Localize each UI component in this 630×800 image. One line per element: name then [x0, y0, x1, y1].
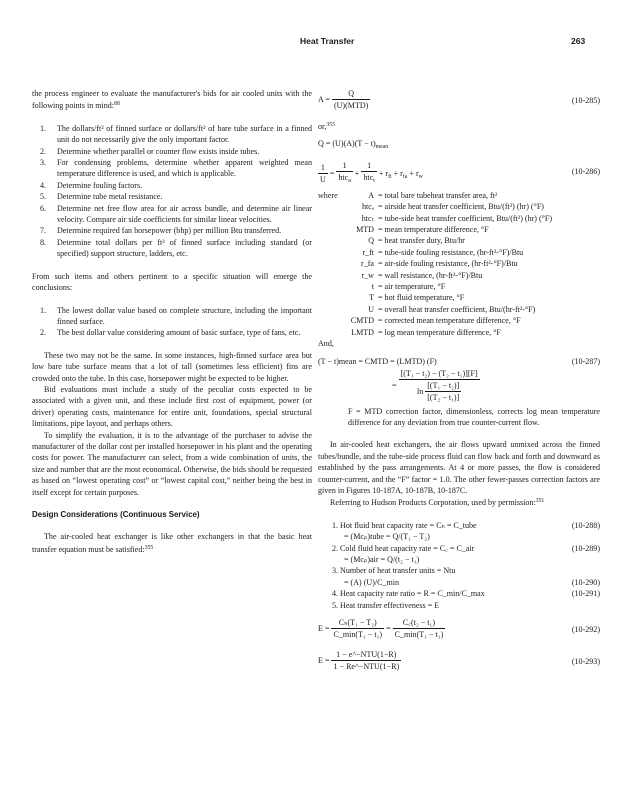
- list-item: 1. The dollars/ft² of finned surface or dollars/ft² of bare tube surface in a finned unit do not necessarily give the only important factor.: [40, 123, 312, 145]
- list-item: 1. Hot fluid heat capacity rate = Cₕ = C_tube (10-288): [332, 520, 600, 530]
- f-definition: F = MTD correction factor, dimensionless, corrects log mean temperature difference for any deviation from true counter-current flow.: [348, 406, 600, 427]
- list-item: 3. Number of heat transfer units = Ntu: [332, 566, 456, 576]
- right-column: [318, 88, 600, 675]
- conclusions-paragraph: From such items and others pertinent to a specific situation will emerge the conclusions:: [32, 271, 312, 293]
- page-header: [0, 36, 630, 50]
- intro-paragraph: the process engineer to evaluate the manufacturer's bids for air cooled units with the following points in mind:$^{88}$: [32, 89, 312, 111]
- and-label: And,: [318, 339, 334, 349]
- equation-number: (10-286): [571, 166, 600, 176]
- definition: htcₐ = airside heat transfer coefficient, Btu/(ft²) (hr) (°F): [361, 202, 544, 212]
- definition: CMTD = corrected mean temperature difference, °F: [350, 316, 521, 326]
- list-item: 2. Cold fluid heat capacity rate = C꜀ = C_air (10-289): [332, 543, 600, 553]
- list-item: 5. Determine tube metal resistance.: [40, 192, 163, 202]
- body-paragraph: Bid evaluations must include a study of the peculiar costs expected to be associated with a given unit, and these include first cost of equipment, power (or driver) operating costs, maintenance for entire unit, foundations, special structural limitations, pipe layout, and perhaps others.: [32, 384, 312, 429]
- definition: T = hot fluid temperature, °F: [369, 293, 465, 303]
- equation-10-292: E = $\frac{\text{Cₕ(T₁ − T₂)}}{\text{C\_min(T₁ − t₁)}}$ = $\frac{\text{C꜀(t₂ − t₁)}}{\text{C\_min(T₁ − t₁)}}$ (10-292): [318, 618, 600, 640]
- list-item: 8. Determine total dollars per ft² of finned surface including standard (or specified) support structure, ladders, etc.: [40, 237, 312, 259]
- left-column: [32, 88, 312, 555]
- page-number: 263: [571, 36, 586, 46]
- equation-q: $Q = (U)(A)(T - t)_{mean}$: [318, 139, 389, 151]
- equation-number: (10-293): [571, 657, 600, 666]
- list-item-continuation: = (A) (U)/C_min (10-290): [344, 577, 600, 587]
- list-item: 4. Heat capacity rate ratio = R = C_min/C_max (10-291): [332, 589, 600, 599]
- or-label: or,$^{355}$: [318, 122, 336, 131]
- definition: r_ft = tube-side fouling resistance, (hr-ft²-°F)/Btu: [362, 247, 524, 257]
- list-item: 4. Determine fouling factors.: [40, 180, 143, 190]
- definition: t = air temperature, °F: [371, 282, 446, 292]
- equation-10-287-fraction: = [(T₁ − t₂) − (T₂ − t₁)][F] ln $\frac{\text{[(T₁ − t₂)]}}{\text{[(T₂ − t₁)]}}$: [392, 368, 478, 403]
- list-item-continuation: = (Mcₚ)tube = Q/(T₁ − T₂): [344, 532, 430, 542]
- body-paragraph: To simplify the evaluation, it is to the advantage of the purchaser to advise the manufacturer of the dollar cost per installed horsepower in his plant and the operating costs for power. The manufacturer can select, from a wide combination of units, the size and number that are the most economical. Otherwise, the bids should be requested as based on “lowest operating cost” or “lowest capital cost,” neither being the best in itself except for certain purposes.: [32, 430, 312, 497]
- definition: U = overall heat transfer coefficient, Btu/(hr-ft²-°F): [368, 304, 536, 314]
- definition: r_fa = air-side fouling resistance, (hr-ft²-°F)/Btu: [361, 259, 518, 269]
- body-paragraph: The air-cooled heat exchanger is like other exchangers in that the basic heat transfer equation must be satisfied:$^{355}$: [32, 532, 312, 554]
- definition: A = total bare tubeheat transfer area, ft²: [368, 190, 498, 200]
- nomenclature-list: where A = total bare tubeheat transfer area, ft² htcₐ = airside heat transfer coefficient, Btu/(ft²) (hr) (°F) htcₜ = tube-side heat transfer coefficient, Btu/(ft²) (hr) (°F) MTD = mean temperature difference, °F Q = heat transfer duty, Btu/hr r_ft = tube-side fouling resistance, (hr-ft²-°F)/Btu r_fa = air-side fouling resistance, (hr-ft²-°F)/Btu r_w = wall resistance, (hr-ft²-°F)/Btu t = air temperature, °F T = hot fluid temperature, °F U = overall heat transfer coefficient, Btu/(hr-ft²-°F) CMTD = corrected mean temperature difference, °F LMTD = log mean temperature difference, °F: [318, 190, 600, 338]
- conclusions-list: [32, 305, 312, 339]
- hudson-definitions-list: [318, 520, 600, 611]
- equation-10-287: (T − t)mean = CMTD = (LMTD) (F) (10-287): [318, 356, 600, 366]
- body-paragraph: In air-cooled heat exchangers, the air flows upward unmixed across the finned tubes/bundle, and the tube-side process fluid can flow back and forth and downward as established by the pass arrangements. At 4 or more passes, the flow is considered counter-current, and the “F” factor = 1.0. The other fewer-passes correction factors are given in Figures 10-187A, 10-187B, 10-187C.: [318, 440, 600, 495]
- definition: LMTD = log mean temperature difference, °F: [351, 327, 501, 337]
- running-title: Heat Transfer: [300, 36, 355, 46]
- definition: r_w = wall resistance, (hr-ft²-°F)/Btu: [361, 270, 483, 280]
- list-item-continuation: = (Mcₚ)air = Q/(t₂ − t₁): [344, 554, 420, 564]
- definition: htcₜ = tube-side heat transfer coefficient, Btu/(ft²) (hr) (°F): [361, 213, 553, 223]
- list-item: 2. Determine whether parallel or counter flow exists inside tubes.: [40, 146, 260, 156]
- equation-10-293: E = $\frac{\text{1 − e\textasciicircum{}−NTU(1−R)}}{\text{1 − Re\textasciicircum{}−NTU(1−R)}}$ (10-293): [318, 650, 600, 672]
- list-item: 1. The lowest dollar value based on complete structure, including the important finned surface.: [40, 305, 312, 326]
- equation-number: (10-292): [571, 625, 600, 634]
- body-paragraph: These two may not be the same. In some instances, high-finned surface area but low bare tube surface means that a lot of tall (sometimes less efficient) fins are crowded onto the tube. In this case, horsepower might be expected to be higher.: [32, 350, 312, 383]
- list-item: 2. The best dollar value considering amount of basic surface, type of fans, etc.: [40, 328, 301, 338]
- section-heading: Design Considerations (Continuous Service): [32, 510, 200, 519]
- definition: Q = heat transfer duty, Btu/hr: [368, 236, 465, 246]
- list-item: 5. Heat transfer effectiveness = E: [332, 600, 440, 610]
- equation-number: (10-285): [571, 96, 600, 105]
- list-item: 6. Determine net free flow area for air across bundle, and determine air linear velocity. Compare air side coefficients for similar linear velocities.: [40, 203, 312, 225]
- equation-10-286: $\frac{1}{U}$ = $\frac{1}{htc_a}$ + $\frac{1}{htc_t}$ + $r_{ft} + r_{fa} + r_w$ (10-286): [320, 160, 600, 185]
- equation-number: (10-287): [571, 356, 600, 366]
- equation-10-285: A = $\frac{Q}{\text{(U)(MTD)}}$ (10-285): [318, 89, 600, 111]
- list-item: 7. Determine required fan horsepower (bhp) per million Btu transferred.: [40, 226, 282, 236]
- evaluation-points-list: [32, 123, 312, 260]
- definition: MTD = mean temperature difference, °F: [356, 225, 489, 235]
- body-paragraph: Referring to Hudson Products Corporation, used by permission:$^{351}$: [330, 498, 545, 508]
- list-item: 3. For condensing problems, determine whether apparent weighted mean temperature difference is used, and which is applicable.: [40, 158, 312, 179]
